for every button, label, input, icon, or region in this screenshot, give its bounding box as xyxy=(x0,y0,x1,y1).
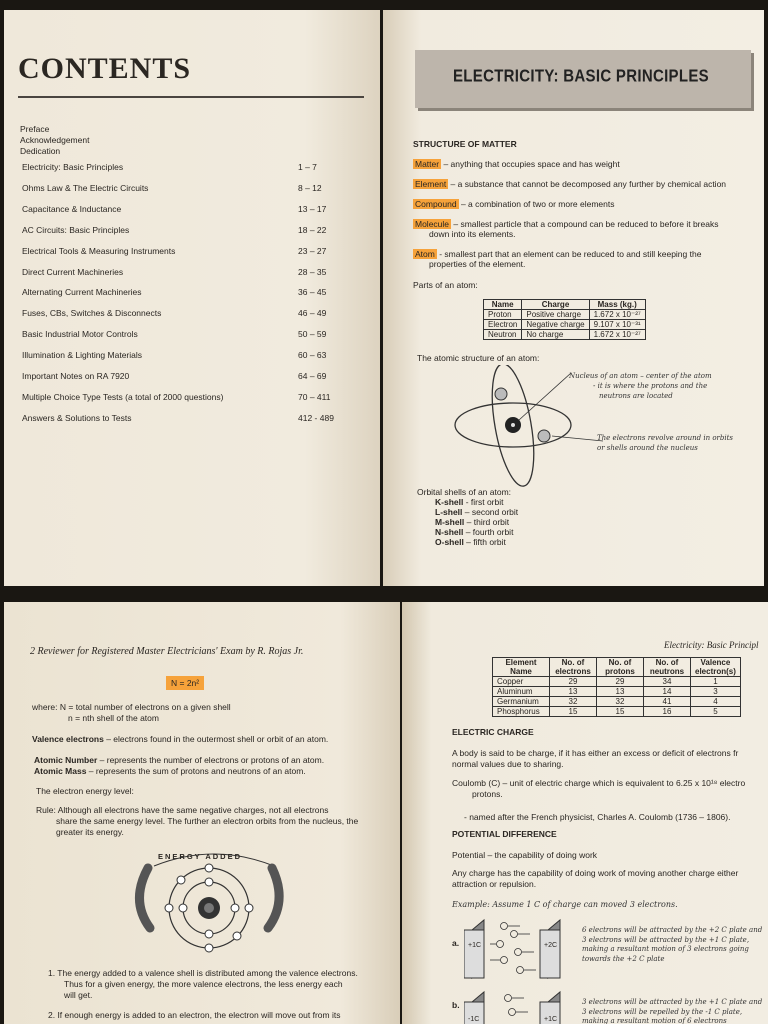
section-heading: STRUCTURE OF MATTER xyxy=(413,139,517,149)
coulomb-text: Coulomb (C) – unit of electric charge which is equivalent to 6.25 x 10¹⁸ electro protons. xyxy=(452,778,746,799)
nucleus-note: Nucleus of an atom – center of the atom - it is where the protons and the neutrons are located xyxy=(569,372,712,400)
parts-header-mass: Mass (kg.) xyxy=(589,300,645,310)
diagram-a xyxy=(464,912,584,987)
toc-entry-title: Fuses, CBs, Switches & Disconnects xyxy=(22,308,162,319)
toc-entry-title: Capacitance & Inductance xyxy=(22,203,122,214)
energy-added-label: ENERGY ADDED xyxy=(158,852,243,861)
page-two xyxy=(4,602,400,1024)
energy-diagram xyxy=(124,846,294,956)
parts-header-name: Name xyxy=(484,300,522,310)
toc-entry-pages: 46 – 49 xyxy=(298,308,327,319)
toc-entry-title: Multiple Choice Type Tests (a total of 2000 questions) xyxy=(22,391,224,402)
toc-entry-pages: 8 – 12 xyxy=(298,182,322,193)
toc-entry-pages: 23 – 27 xyxy=(298,245,327,256)
toc-entry xyxy=(22,392,362,402)
plate-a1-label: +1C xyxy=(468,942,482,949)
contents-page xyxy=(4,10,380,586)
toc-entry-title: Direct Current Machineries xyxy=(22,266,124,277)
potential-def: Potential – the capability of doing work xyxy=(452,850,598,860)
definition-element: Element – a substance that cannot be decomposed any further by chemical action xyxy=(415,179,727,189)
charge-text: A body is said to be charge, if it has either an excess or deficit of electrons fr normal values due to sharing. xyxy=(452,748,739,769)
page-three xyxy=(402,602,768,1024)
definition-atom: Atom - smallest part that an element can be reduced to and still keeping the properties of the element. xyxy=(415,249,702,269)
toc-entry xyxy=(22,308,362,318)
where-line-1: where: N = total number of electrons on a given shell xyxy=(32,702,231,712)
toc-entry-title: Electricity: Basic Principles xyxy=(22,162,124,172)
toc-entry-title: Basic Industrial Motor Controls xyxy=(22,329,138,340)
toc-entry-title: Answers & Solutions to Tests xyxy=(22,412,132,423)
nucleus-pointer xyxy=(519,373,571,420)
toc-entry xyxy=(22,246,362,256)
toc-entry xyxy=(22,267,362,277)
coulomb-note: - named after the French physicist, Charles A. Coulomb (1736 – 1806). xyxy=(464,812,731,822)
energy-level-label: The electron energy level: xyxy=(36,786,134,796)
shell-item: O-shell – fifth orbit xyxy=(435,537,506,547)
elements-table: Element Name No. of electrons No. of protons No. of neutrons Valence electron(s) Copper 29 29 34 1 Aluminum 13 13 14 3 Germanium 32 32 41 4 Phosphorus 15 15 16 5 xyxy=(492,657,741,717)
front-matter-dedication: Dedication xyxy=(20,146,61,156)
shells-list xyxy=(435,497,518,547)
toc-entry-pages: 13 – 17 xyxy=(298,203,327,214)
parts-table xyxy=(483,299,646,340)
toc-entry xyxy=(22,329,362,339)
toc-entry xyxy=(22,204,362,214)
valence-def: Valence electrons – electrons found in the outermost shell or orbit of an atom. xyxy=(32,734,329,744)
item-2: 2. If enough energy is added to an electron, the electron will move out from its xyxy=(48,1010,341,1020)
energy-arrow-left xyxy=(139,868,150,928)
diagram-b xyxy=(464,990,584,1024)
table-row: Proton Positive charge 1.672 x 10⁻²⁷ xyxy=(484,310,646,320)
charge-heading: ELECTRIC CHARGE xyxy=(452,727,534,737)
diagram-a-note: 6 electrons will be attracted by the +2 C plate and 3 electrons will be attracted by the +1 C plate, making a resultant motion of 3 electrons going towards the +2 C plate xyxy=(582,926,763,963)
toc-entry xyxy=(22,183,362,193)
toc-entry xyxy=(22,162,362,172)
chapter-title: ELECTRICITY: BASIC PRINCIPLES xyxy=(453,66,709,87)
where-line-2: n = nth shell of the atom xyxy=(68,713,159,723)
pd-heading: POTENTIAL DIFFERENCE xyxy=(452,829,557,839)
toc-entry-title: Alternating Current Machineries xyxy=(22,287,142,298)
toc-entry-pages: 412 - 489 xyxy=(298,412,334,423)
toc-entry-title: Illumination & Lighting Materials xyxy=(22,350,143,361)
diagram-a-label: a. xyxy=(452,938,460,948)
electron-note: The electrons revolve around in orbits or shells around the nucleus xyxy=(597,434,734,452)
structure-label: The atomic structure of an atom: xyxy=(417,353,540,363)
toc-entry xyxy=(22,413,362,423)
contents-title: CONTENTS xyxy=(18,52,192,85)
toc-entry-pages: 70 – 411 xyxy=(298,391,331,402)
rule-text: Rule: Although all electrons have the same negative charges, not all electrons share the same energy level. The further an electron orbits from the nucleus, the greater its energy. xyxy=(36,805,359,837)
toc-entry-pages: 36 – 45 xyxy=(298,287,327,298)
toc-entry-title: Ohms Law & The Electric Circuits xyxy=(22,182,149,193)
toc-entry-title: Electrical Tools & Measuring Instruments xyxy=(22,245,176,256)
toc-entry-pages: 1 – 7 xyxy=(298,162,317,172)
running-header: Electricity: Basic Principl xyxy=(664,640,759,650)
shell-item: L-shell – second orbit xyxy=(435,507,519,517)
diagram-b-note: 3 electrons will be attracted by the +1 C plate and 3 electrons will be repelled by the -1 C plate, making a resultant motion of 6 electrons xyxy=(582,998,763,1024)
table-row: Neutron No charge 1.672 x 10⁻²⁷ xyxy=(484,330,646,340)
shell-item: K-shell - first orbit xyxy=(435,497,504,507)
definition-molecule: Molecule – smallest particle that a compound can be reduced to before it breaks down into its elements. xyxy=(415,219,719,239)
table-row: Aluminum 13 13 14 3 xyxy=(493,687,741,697)
definition-compound: Compound – a combination of two or more elements xyxy=(415,199,615,209)
toc-entry-pages: 64 – 69 xyxy=(298,371,327,381)
parts-label: Parts of an atom: xyxy=(413,280,478,290)
shell-item: N-shell – fourth orbit xyxy=(435,527,514,537)
plate-a2-label: +2C xyxy=(544,942,558,949)
table-row: Germanium 32 32 41 4 xyxy=(493,697,741,707)
toc-entry-title: AC Circuits: Basic Principles xyxy=(22,224,130,235)
formula: N = 2n² xyxy=(166,676,204,690)
toc-entry xyxy=(22,225,362,235)
atomic-mass-def: Atomic Mass – represents the sum of protons and neutrons of an atom. xyxy=(34,766,306,776)
table-row: Copper 29 29 34 1 xyxy=(493,677,741,687)
running-header: 2 Reviewer for Registered Master Electricians' Exam by R. Rojas Jr. xyxy=(30,646,304,657)
item-1: 1. The energy added to a valence shell is distributed among the valence electrons. Thus for a given energy, the more valence electrons, the less energy each will get. xyxy=(48,968,358,1000)
chapter-page xyxy=(383,10,764,586)
toc-entry-pages: 50 – 59 xyxy=(298,329,327,340)
diagram-b-label: b. xyxy=(452,1000,460,1010)
definition-matter: Matter – anything that occupies space and has weight xyxy=(415,159,620,169)
toc-entry xyxy=(22,287,362,297)
table-row: Phosphorus 15 15 16 5 xyxy=(493,707,741,717)
atomic-number-def: Atomic Number – represents the number of electrons or protons of an atom. xyxy=(34,755,325,765)
toc-entry-pages: 28 – 35 xyxy=(298,266,327,277)
table-row: Electron Negative charge 9.107 x 10⁻³¹ xyxy=(484,320,646,330)
example-label: Example: Assume 1 C of charge can moved 3 electrons. xyxy=(452,900,678,909)
front-matter-preface: Preface xyxy=(20,124,50,134)
toc-entry xyxy=(22,350,362,360)
toc-entry-pages: 60 – 63 xyxy=(298,350,327,361)
electron-top xyxy=(495,388,507,400)
toc-entry-title: Important Notes on RA 7920 xyxy=(22,371,130,381)
front-matter-acknowledgement: Acknowledgement xyxy=(20,135,90,145)
toc-entry xyxy=(22,371,362,381)
title-rule xyxy=(18,96,364,98)
shells-label: Orbital shells of an atom: xyxy=(417,487,512,497)
parts-header-charge: Charge xyxy=(522,300,589,310)
plate-b2-label: +1C xyxy=(544,1016,558,1023)
plate-b1-label: -1C xyxy=(468,1016,480,1023)
electron-right xyxy=(538,430,550,442)
energy-arrow-right xyxy=(268,868,279,928)
any-charge-text: Any charge has the capability of doing work of moving another charge either attraction or repulsion. xyxy=(452,868,739,889)
shell-item: M-shell – third orbit xyxy=(435,517,510,527)
toc-entry-pages: 18 – 22 xyxy=(298,224,327,235)
